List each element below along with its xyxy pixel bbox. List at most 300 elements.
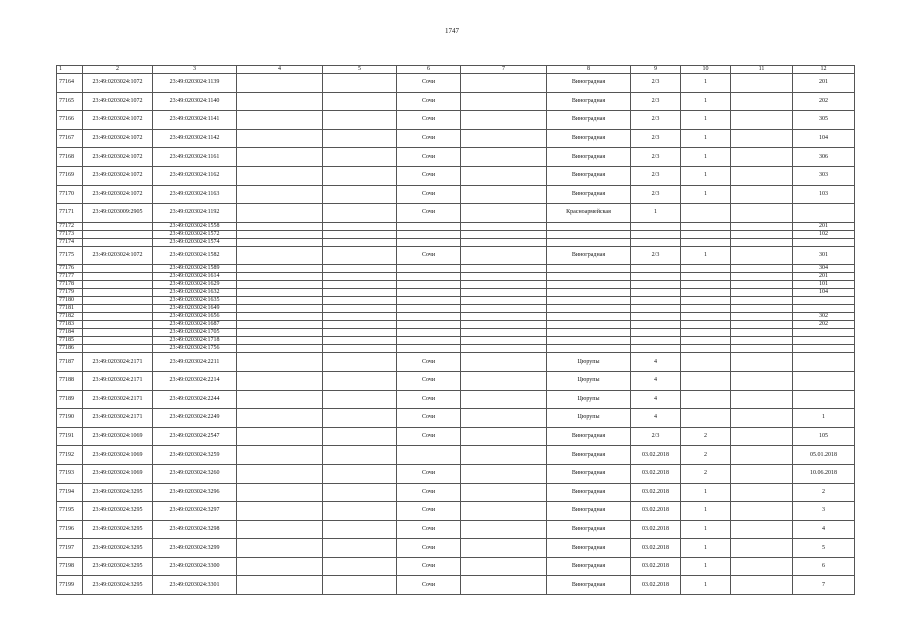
table-cell: 1	[681, 539, 731, 558]
table-cell: 23:49:0203024:1139	[153, 74, 237, 93]
table-cell	[397, 265, 461, 273]
column-header: 7	[461, 66, 547, 74]
table-cell: 77174	[57, 238, 83, 246]
table-row	[57, 305, 855, 313]
table-cell: 2	[793, 483, 855, 502]
table-cell: 77191	[57, 427, 83, 446]
table-cell	[731, 305, 793, 313]
table-cell	[461, 321, 547, 329]
table-cell	[731, 337, 793, 345]
table-cell	[237, 353, 323, 372]
table-cell	[237, 520, 323, 539]
table-cell: 77199	[57, 576, 83, 595]
table-row	[57, 148, 855, 167]
table-cell	[323, 313, 397, 321]
table-cell	[731, 281, 793, 289]
table-cell: Сочи	[397, 111, 461, 130]
table-cell	[681, 238, 731, 246]
table-cell	[461, 185, 547, 204]
table-cell	[461, 313, 547, 321]
table-cell	[323, 321, 397, 329]
table-cell: Виноградная	[547, 520, 631, 539]
table-cell: 201	[793, 74, 855, 93]
table-cell	[237, 111, 323, 130]
table-cell	[323, 390, 397, 409]
table-cell: 23:49:0203024:1072	[83, 92, 153, 111]
table-cell	[731, 329, 793, 337]
table-cell: 77176	[57, 265, 83, 273]
table-cell	[631, 230, 681, 238]
table-cell	[731, 345, 793, 353]
table-cell: 2/3	[631, 148, 681, 167]
table-cell	[323, 281, 397, 289]
table-cell	[323, 329, 397, 337]
table-cell: 23:49:0203024:3296	[153, 483, 237, 502]
table-cell	[461, 390, 547, 409]
table-cell: 3	[793, 502, 855, 521]
table-cell: Сочи	[397, 185, 461, 204]
table-cell	[83, 289, 153, 297]
table-cell	[237, 345, 323, 353]
table-row	[57, 230, 855, 238]
table-cell: 1	[681, 576, 731, 595]
table-cell: 23:49:0203024:1635	[153, 297, 237, 305]
table-cell	[237, 329, 323, 337]
table-cell: 77194	[57, 483, 83, 502]
table-cell: 23:49:0203024:1649	[153, 305, 237, 313]
table-cell	[793, 345, 855, 353]
table-cell	[83, 281, 153, 289]
table-cell: 23:49:0203024:1072	[83, 74, 153, 93]
table-cell: 03.02.2018	[631, 520, 681, 539]
table-cell	[631, 329, 681, 337]
table-cell	[461, 337, 547, 345]
table-cell: Виноградная	[547, 129, 631, 148]
table-cell	[681, 222, 731, 230]
table-cell	[547, 305, 631, 313]
table-cell: 77179	[57, 289, 83, 297]
table-cell: 1	[681, 483, 731, 502]
table-cell: 2/3	[631, 129, 681, 148]
table-row	[57, 313, 855, 321]
page-number: 1747	[445, 27, 459, 35]
table-cell: 105	[793, 427, 855, 446]
table-cell: 23:49:0203024:1072	[83, 111, 153, 130]
table-cell	[793, 390, 855, 409]
table-row	[57, 273, 855, 281]
table-cell	[323, 483, 397, 502]
table-cell	[461, 204, 547, 223]
table-cell: 23:49:0203024:2171	[83, 371, 153, 390]
table-cell: 23:49:0203024:2211	[153, 353, 237, 372]
table-cell: 102	[793, 230, 855, 238]
table-cell	[731, 166, 793, 185]
table-cell	[83, 265, 153, 273]
table-cell: 23:49:0203024:3295	[83, 520, 153, 539]
table-row	[57, 238, 855, 246]
table-cell: 2/3	[631, 246, 681, 265]
table-cell	[237, 483, 323, 502]
table-cell	[547, 281, 631, 289]
table-cell	[397, 313, 461, 321]
table-row	[57, 265, 855, 273]
table-cell: 77178	[57, 281, 83, 289]
table-cell: 77196	[57, 520, 83, 539]
table-cell: Сочи	[397, 427, 461, 446]
table-cell: 23:49:0203024:3295	[83, 502, 153, 521]
table-cell	[731, 204, 793, 223]
table-cell	[793, 305, 855, 313]
table-row	[57, 281, 855, 289]
table-cell	[681, 371, 731, 390]
table-cell	[323, 371, 397, 390]
table-cell: 1	[631, 204, 681, 223]
table-cell	[631, 305, 681, 313]
table-cell	[237, 427, 323, 446]
table-row	[57, 246, 855, 265]
table-cell: 104	[793, 289, 855, 297]
table-cell: 2/3	[631, 74, 681, 93]
table-cell	[731, 74, 793, 93]
table-cell	[461, 111, 547, 130]
table-cell	[461, 297, 547, 305]
table-cell	[681, 297, 731, 305]
table-cell: Цюрупы	[547, 409, 631, 428]
table-cell: 23:49:0203024:1140	[153, 92, 237, 111]
table-cell	[323, 520, 397, 539]
table-cell: 7	[793, 576, 855, 595]
table-cell: 2	[681, 427, 731, 446]
table-cell	[323, 427, 397, 446]
table-cell: 77193	[57, 464, 83, 483]
table-cell	[547, 273, 631, 281]
table-cell	[731, 148, 793, 167]
table-cell: 77164	[57, 74, 83, 93]
table-cell: 305	[793, 111, 855, 130]
column-header: 5	[323, 66, 397, 74]
table-cell	[323, 148, 397, 167]
table-cell	[323, 297, 397, 305]
table-cell	[323, 265, 397, 273]
table-cell	[397, 305, 461, 313]
table-cell	[681, 289, 731, 297]
table-cell	[323, 345, 397, 353]
table-cell: Сочи	[397, 557, 461, 576]
table-cell	[397, 297, 461, 305]
table-cell: Сочи	[397, 74, 461, 93]
table-cell: 23:49:0203024:1072	[83, 185, 153, 204]
table-cell: 302	[793, 313, 855, 321]
table-cell	[631, 273, 681, 281]
table-cell: 23:49:0203024:1705	[153, 329, 237, 337]
table-cell	[681, 305, 731, 313]
table-row	[57, 297, 855, 305]
table-cell: 23:49:0203024:3301	[153, 576, 237, 595]
table-cell: 23:49:0203024:1192	[153, 204, 237, 223]
table-cell	[681, 345, 731, 353]
table-cell	[323, 246, 397, 265]
table-cell: Виноградная	[547, 74, 631, 93]
table-cell: 23:49:0203024:1069	[83, 446, 153, 465]
table-cell: Цюрупы	[547, 371, 631, 390]
table-cell	[461, 371, 547, 390]
table-cell	[731, 238, 793, 246]
table-cell	[681, 313, 731, 321]
table-cell	[461, 305, 547, 313]
table-cell	[631, 337, 681, 345]
table-cell: 77188	[57, 371, 83, 390]
table-cell: 03.02.2018	[631, 539, 681, 558]
table-cell: 101	[793, 281, 855, 289]
table-cell: Красноармейская	[547, 204, 631, 223]
table-cell	[397, 329, 461, 337]
table-cell: Виноградная	[547, 111, 631, 130]
table-cell	[397, 446, 461, 465]
table-cell: 23:49:0203024:3297	[153, 502, 237, 521]
table-cell: Виноградная	[547, 166, 631, 185]
table-cell	[83, 238, 153, 246]
table-cell: Сочи	[397, 464, 461, 483]
table-cell: 23:49:0203024:1574	[153, 238, 237, 246]
table-cell: Сочи	[397, 502, 461, 521]
table-cell: 77166	[57, 111, 83, 130]
table-cell: 23:49:0203024:3295	[83, 483, 153, 502]
table-cell	[547, 313, 631, 321]
table-cell: 77192	[57, 446, 83, 465]
table-cell	[323, 464, 397, 483]
table-cell	[631, 313, 681, 321]
table-cell	[461, 238, 547, 246]
table-cell	[461, 329, 547, 337]
table-cell	[237, 539, 323, 558]
table-cell: 23:49:0203024:3259	[153, 446, 237, 465]
table-row	[57, 111, 855, 130]
table-cell	[397, 289, 461, 297]
table-cell	[237, 230, 323, 238]
table-cell	[681, 390, 731, 409]
table-cell: 201	[793, 273, 855, 281]
table-cell: Виноградная	[547, 502, 631, 521]
table-cell	[631, 281, 681, 289]
table-cell: Виноградная	[547, 427, 631, 446]
table-cell: Сочи	[397, 483, 461, 502]
table-cell	[237, 371, 323, 390]
table-cell	[793, 337, 855, 345]
table-body	[57, 66, 855, 595]
table-cell	[237, 313, 323, 321]
table-cell: 23:49:0203024:1718	[153, 337, 237, 345]
table-cell: 1	[681, 148, 731, 167]
table-cell: 1	[681, 185, 731, 204]
table-row	[57, 557, 855, 576]
table-cell	[461, 464, 547, 483]
table-cell: 1	[793, 409, 855, 428]
table-cell	[323, 222, 397, 230]
table-cell: 23:49:0203024:1072	[83, 129, 153, 148]
table-cell	[461, 74, 547, 93]
table-cell	[547, 337, 631, 345]
table-cell: 23:49:0203024:3299	[153, 539, 237, 558]
table-cell: 23:49:0203024:3298	[153, 520, 237, 539]
table-cell: 1	[681, 92, 731, 111]
table-row	[57, 289, 855, 297]
table-cell: Сочи	[397, 520, 461, 539]
column-header: 6	[397, 66, 461, 74]
table-cell: 304	[793, 265, 855, 273]
table-cell: 77184	[57, 329, 83, 337]
table-row	[57, 321, 855, 329]
table-cell	[323, 502, 397, 521]
table-cell: Виноградная	[547, 185, 631, 204]
table-cell: 23:49:0203024:1687	[153, 321, 237, 329]
table-cell: 77182	[57, 313, 83, 321]
table-cell: 77171	[57, 204, 83, 223]
table-cell: 103	[793, 185, 855, 204]
table-row	[57, 185, 855, 204]
table-cell: 23:49:0203024:1163	[153, 185, 237, 204]
register-table	[56, 65, 855, 595]
table-cell	[237, 246, 323, 265]
table-cell	[461, 289, 547, 297]
table-cell: 23:49:0203024:1141	[153, 111, 237, 130]
table-cell: Сочи	[397, 129, 461, 148]
table-cell: 77167	[57, 129, 83, 148]
table-cell	[547, 238, 631, 246]
table-cell	[681, 337, 731, 345]
table-cell	[461, 92, 547, 111]
table-cell	[237, 576, 323, 595]
table-cell: 77190	[57, 409, 83, 428]
table-cell: Сочи	[397, 148, 461, 167]
table-cell: 1	[681, 166, 731, 185]
table-cell	[793, 353, 855, 372]
table-row	[57, 409, 855, 428]
table-cell: 23:49:0203009:2905	[83, 204, 153, 223]
table-cell	[731, 321, 793, 329]
table-cell: 6	[793, 557, 855, 576]
table-cell	[323, 230, 397, 238]
table-cell: 201	[793, 222, 855, 230]
table-cell	[461, 409, 547, 428]
table-cell	[681, 353, 731, 372]
table-cell: Виноградная	[547, 576, 631, 595]
table-cell	[323, 238, 397, 246]
table-cell: 23:49:0203024:1614	[153, 273, 237, 281]
table-cell: 23:49:0203024:1656	[153, 313, 237, 321]
table-cell	[323, 353, 397, 372]
table-cell	[237, 337, 323, 345]
table-cell	[547, 265, 631, 273]
table-cell: Сочи	[397, 246, 461, 265]
table-cell: 03.02.2018	[631, 464, 681, 483]
table-cell: 2	[681, 464, 731, 483]
table-cell: Виноградная	[547, 148, 631, 167]
table-cell: 77181	[57, 305, 83, 313]
table-cell: 77197	[57, 539, 83, 558]
table-cell	[547, 345, 631, 353]
table-cell	[323, 129, 397, 148]
table-cell: 77168	[57, 148, 83, 167]
table-cell: 23:49:0203024:3295	[83, 539, 153, 558]
table-cell	[237, 129, 323, 148]
table-cell	[461, 246, 547, 265]
table-cell	[793, 297, 855, 305]
table-cell	[461, 520, 547, 539]
table-cell	[83, 230, 153, 238]
table-cell: Сочи	[397, 409, 461, 428]
table-cell	[731, 390, 793, 409]
table-row	[57, 520, 855, 539]
table-cell	[397, 345, 461, 353]
table-cell	[631, 222, 681, 230]
table-cell: 1	[681, 129, 731, 148]
table-row	[57, 74, 855, 93]
table-cell	[731, 576, 793, 595]
table-cell	[323, 273, 397, 281]
table-cell: 77180	[57, 297, 83, 305]
table-cell: 1	[681, 557, 731, 576]
table-cell: 23:49:0203024:2171	[83, 353, 153, 372]
table-cell: 77186	[57, 345, 83, 353]
table-cell: Сочи	[397, 576, 461, 595]
table-cell	[731, 539, 793, 558]
table-cell	[461, 281, 547, 289]
table-cell: 77175	[57, 246, 83, 265]
table-cell: 4	[631, 371, 681, 390]
table-cell	[323, 576, 397, 595]
table-cell	[397, 238, 461, 246]
table-cell: 23:49:0203024:1756	[153, 345, 237, 353]
table-cell	[323, 289, 397, 297]
table-cell	[731, 129, 793, 148]
table-cell	[83, 313, 153, 321]
table-cell: Сочи	[397, 353, 461, 372]
table-cell: 23:49:0203024:2244	[153, 390, 237, 409]
table-cell	[461, 427, 547, 446]
table-cell: 2/3	[631, 185, 681, 204]
table-cell	[681, 265, 731, 273]
table-cell: 77173	[57, 230, 83, 238]
table-cell: Виноградная	[547, 557, 631, 576]
table-cell	[681, 409, 731, 428]
table-cell: Виноградная	[547, 446, 631, 465]
table-row	[57, 337, 855, 345]
table-cell	[237, 166, 323, 185]
table-row	[57, 353, 855, 372]
table-cell	[793, 238, 855, 246]
table-cell: Виноградная	[547, 483, 631, 502]
table-cell	[547, 230, 631, 238]
table-cell: 77189	[57, 390, 83, 409]
table-cell	[323, 337, 397, 345]
table-cell	[731, 409, 793, 428]
table-cell	[83, 321, 153, 329]
table-cell: Сочи	[397, 166, 461, 185]
table-cell	[793, 329, 855, 337]
table-cell	[237, 297, 323, 305]
table-cell	[323, 92, 397, 111]
table-cell: 4	[631, 409, 681, 428]
table-cell: Виноградная	[547, 539, 631, 558]
table-cell	[237, 222, 323, 230]
table-cell	[323, 446, 397, 465]
table-cell: Сочи	[397, 371, 461, 390]
table-cell: 2/3	[631, 166, 681, 185]
column-header: 2	[83, 66, 153, 74]
table-cell: 23:49:0203024:1629	[153, 281, 237, 289]
table-cell	[731, 427, 793, 446]
table-cell	[323, 185, 397, 204]
